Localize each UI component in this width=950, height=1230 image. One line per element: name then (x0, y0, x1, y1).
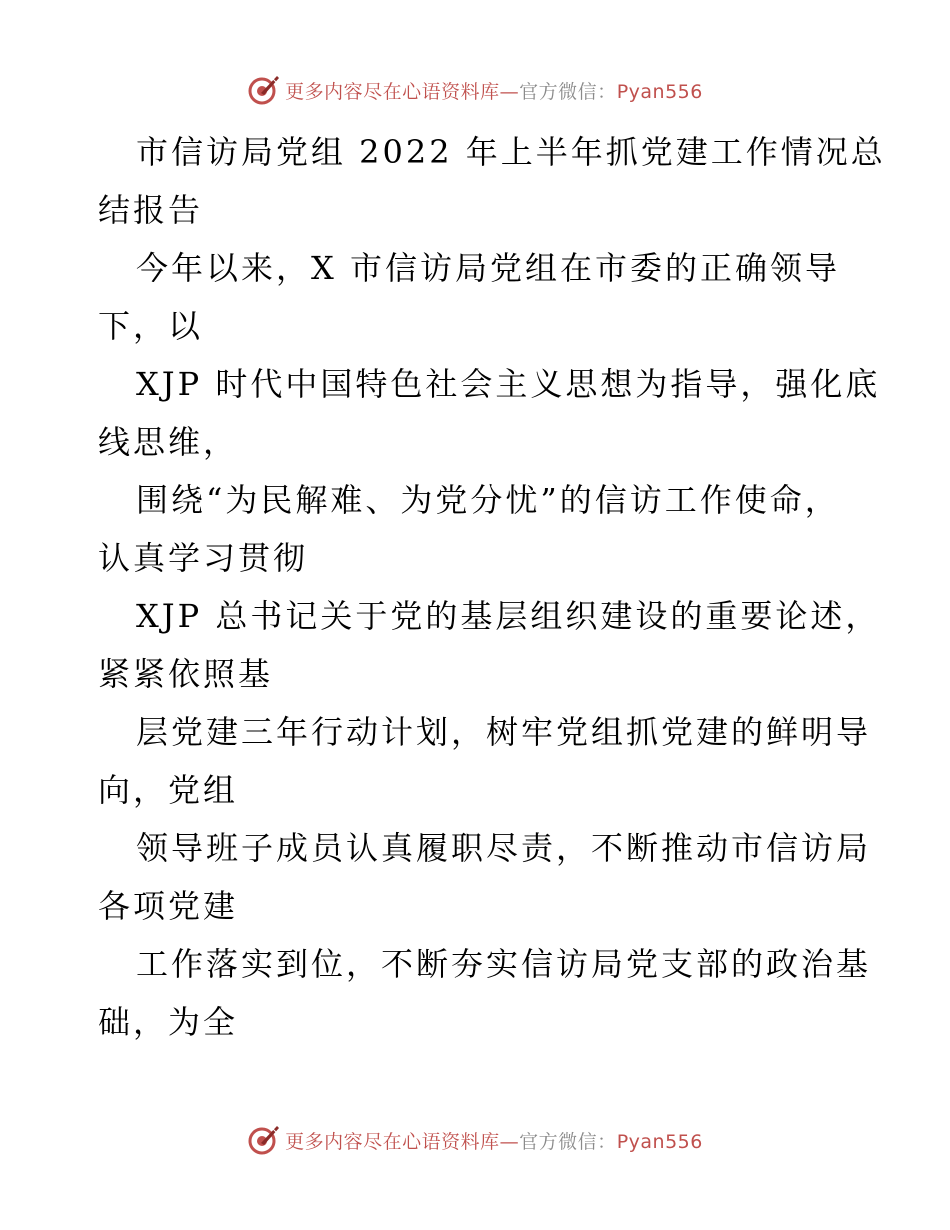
document-body (98, 123, 886, 1051)
watermark-text (285, 77, 703, 104)
paragraph-line: 紧紧依照基 (98, 655, 274, 693)
paragraph-line: 线思维， (98, 423, 239, 461)
watermark-text (285, 1127, 703, 1154)
paragraph-line: 础，为全 (98, 1003, 239, 1041)
paragraph-line: XJP 总书记关于党的基层组织建设的重要论述， (136, 597, 881, 635)
paragraph-line: 今年以来，X 市信访局党组在市委的正确领导 (136, 249, 840, 287)
watermark-dash: — (499, 80, 520, 103)
paragraph-line: XJP 时代中国特色社会主义思想为指导，强化底 (136, 365, 881, 403)
paragraph-line: 层党建三年行动计划，树牢党组抓党建的鲜明导 (136, 713, 872, 751)
document-title-line-2: 结报告 (98, 191, 204, 229)
watermark-dash: — (499, 1130, 520, 1153)
quill-logo-icon (247, 73, 281, 107)
paragraph-line: 向，党组 (98, 771, 239, 809)
watermark-label: 官方微信： (519, 80, 617, 103)
watermark-id: Pyan556 (616, 1130, 703, 1153)
watermark-brand: 更多内容尽在心语资料库 (285, 80, 500, 103)
paragraph-line: 各项党建 (98, 887, 239, 925)
footer-watermark (0, 1120, 950, 1160)
watermark-id: Pyan556 (616, 80, 703, 103)
watermark-label: 官方微信： (519, 1130, 617, 1153)
document-title-line-1: 市信访局党组 2022 年上半年抓党建工作情况总 (136, 133, 886, 171)
paragraph-line: 工作落实到位，不断夯实信访局党支部的政治基 (136, 945, 872, 983)
quill-logo-icon (247, 1123, 281, 1157)
header-watermark (0, 70, 950, 110)
paragraph-line: 认真学习贯彻 (98, 539, 309, 577)
watermark-brand: 更多内容尽在心语资料库 (285, 1130, 500, 1153)
paragraph-line: 下，以 (98, 307, 204, 345)
paragraph-line: 领导班子成员认真履职尽责，不断推动市信访局 (136, 829, 872, 867)
paragraph-line: 围绕“为民解难、为党分忧”的信访工作使命， (136, 481, 840, 519)
